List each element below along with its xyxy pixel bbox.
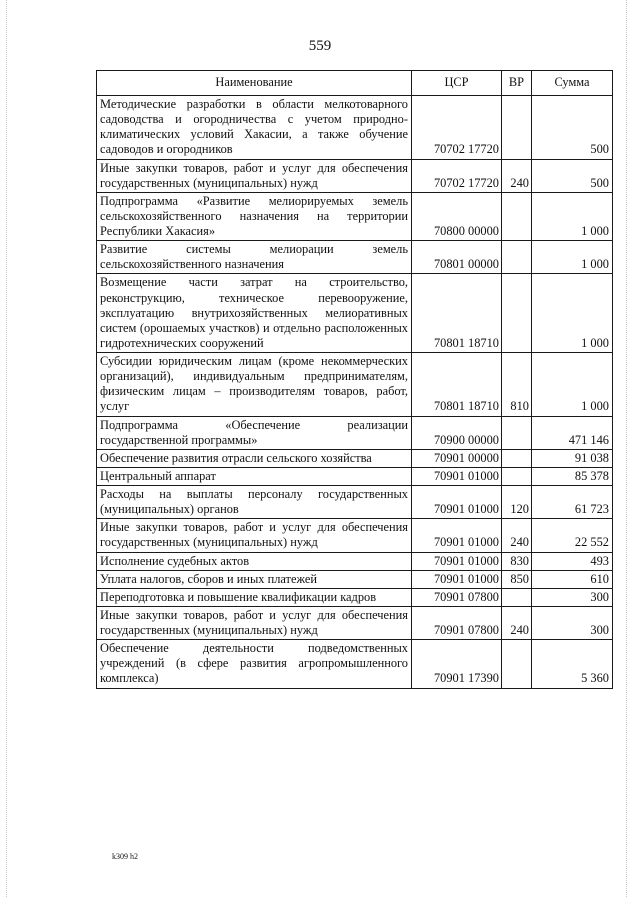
row-sum: 91 038 xyxy=(532,449,613,467)
row-csr: 70901 00000 xyxy=(412,449,502,467)
row-csr: 70801 18710 xyxy=(412,274,502,353)
table-row xyxy=(97,192,613,240)
row-name: Подпрограмма «Развитие мелиорируемых земель сельскохозяйственного назначения на территории Республики Хакасия» xyxy=(97,192,412,240)
row-vr xyxy=(502,274,532,353)
row-csr: 70901 07800 xyxy=(412,606,502,639)
row-name: Субсидии юридическим лицам (кроме некоммерческих организаций), индивидуальным предпринимателям, физическим лицам – производителям товаров, работ, услуг xyxy=(97,353,412,417)
row-sum: 471 146 xyxy=(532,416,613,449)
row-vr: 240 xyxy=(502,159,532,192)
row-vr xyxy=(502,416,532,449)
table-row xyxy=(97,552,613,570)
row-sum: 1 000 xyxy=(532,353,613,417)
row-vr: 830 xyxy=(502,552,532,570)
scan-edge-left xyxy=(6,0,8,897)
row-sum: 1 000 xyxy=(532,192,613,240)
row-sum: 300 xyxy=(532,588,613,606)
header-sum: Сумма xyxy=(532,71,613,96)
header-name: Наименование xyxy=(97,71,412,96)
row-sum: 1 000 xyxy=(532,274,613,353)
row-vr xyxy=(502,96,532,160)
row-name: Методические разработки в области мелкотоварного садоводства и огородничества с учетом природно-климатических условий Хакасии, а также обучение садоводов и огородников xyxy=(97,96,412,160)
row-name: Иные закупки товаров, работ и услуг для обеспечения государственных (муниципальных) нужд xyxy=(97,606,412,639)
row-csr: 70800 00000 xyxy=(412,192,502,240)
table-row xyxy=(97,416,613,449)
row-vr xyxy=(502,467,532,485)
scan-edge-right xyxy=(626,0,628,897)
row-vr: 810 xyxy=(502,353,532,417)
row-csr: 70900 00000 xyxy=(412,416,502,449)
row-vr: 240 xyxy=(502,606,532,639)
row-name: Уплата налогов, сборов и иных платежей xyxy=(97,570,412,588)
row-name: Развитие системы мелиорации земель сельскохозяйственного назначения xyxy=(97,241,412,274)
page-number: 559 xyxy=(308,38,332,54)
row-name: Обеспечение развития отрасли сельского хозяйства xyxy=(97,449,412,467)
row-sum: 85 378 xyxy=(532,467,613,485)
table-row xyxy=(97,640,613,688)
table-row xyxy=(97,588,613,606)
row-sum: 500 xyxy=(532,159,613,192)
table-row xyxy=(97,159,613,192)
table-row xyxy=(97,241,613,274)
row-csr: 70901 17390 xyxy=(412,640,502,688)
row-csr: 70901 01000 xyxy=(412,570,502,588)
row-sum: 500 xyxy=(532,96,613,160)
row-sum: 1 000 xyxy=(532,241,613,274)
row-csr: 70901 01000 xyxy=(412,486,502,519)
row-name: Подпрограмма «Обеспечение реализации государственной программы» xyxy=(97,416,412,449)
table-row xyxy=(97,449,613,467)
row-vr: 850 xyxy=(502,570,532,588)
budget-table xyxy=(96,70,613,689)
row-csr: 70702 17720 xyxy=(412,96,502,160)
row-vr: 120 xyxy=(502,486,532,519)
header-csr: ЦСР xyxy=(412,71,502,96)
row-vr xyxy=(502,192,532,240)
table-row xyxy=(97,606,613,639)
row-name: Переподготовка и повышение квалификации кадров xyxy=(97,588,412,606)
row-vr: 240 xyxy=(502,519,532,552)
row-csr: 70901 01000 xyxy=(412,552,502,570)
row-csr: 70702 17720 xyxy=(412,159,502,192)
row-sum: 5 360 xyxy=(532,640,613,688)
row-vr xyxy=(502,241,532,274)
table-row xyxy=(97,519,613,552)
document-footer-code: k309 h2 xyxy=(112,852,138,861)
row-sum: 493 xyxy=(532,552,613,570)
table-header-row xyxy=(97,71,613,96)
header-vr: ВР xyxy=(502,71,532,96)
row-name: Возмещение части затрат на строительство, реконструкцию, техническое перевооружение, эксплуатацию внутрихозяйственных мелиоративных систем (орошаемых участков) и отдельно расположенных гидротехнических сооружений xyxy=(97,274,412,353)
row-vr xyxy=(502,588,532,606)
row-csr: 70901 07800 xyxy=(412,588,502,606)
row-csr: 70901 01000 xyxy=(412,519,502,552)
row-vr xyxy=(502,449,532,467)
row-name: Иные закупки товаров, работ и услуг для обеспечения государственных (муниципальных) нужд xyxy=(97,519,412,552)
row-name: Обеспечение деятельности подведомственных учреждений (в сфере развития агропромышленного комплекса) xyxy=(97,640,412,688)
row-sum: 300 xyxy=(532,606,613,639)
row-sum: 61 723 xyxy=(532,486,613,519)
row-csr: 70801 00000 xyxy=(412,241,502,274)
row-name: Центральный аппарат xyxy=(97,467,412,485)
table-row xyxy=(97,353,613,417)
table-row xyxy=(97,467,613,485)
table-row xyxy=(97,274,613,353)
table-row xyxy=(97,96,613,160)
table-row xyxy=(97,486,613,519)
row-name: Исполнение судебных актов xyxy=(97,552,412,570)
row-csr: 70801 18710 xyxy=(412,353,502,417)
row-name: Расходы на выплаты персоналу государственных (муниципальных) органов xyxy=(97,486,412,519)
row-vr xyxy=(502,640,532,688)
row-name: Иные закупки товаров, работ и услуг для обеспечения государственных (муниципальных) нужд xyxy=(97,159,412,192)
table-row xyxy=(97,570,613,588)
row-csr: 70901 01000 xyxy=(412,467,502,485)
row-sum: 610 xyxy=(532,570,613,588)
row-sum: 22 552 xyxy=(532,519,613,552)
